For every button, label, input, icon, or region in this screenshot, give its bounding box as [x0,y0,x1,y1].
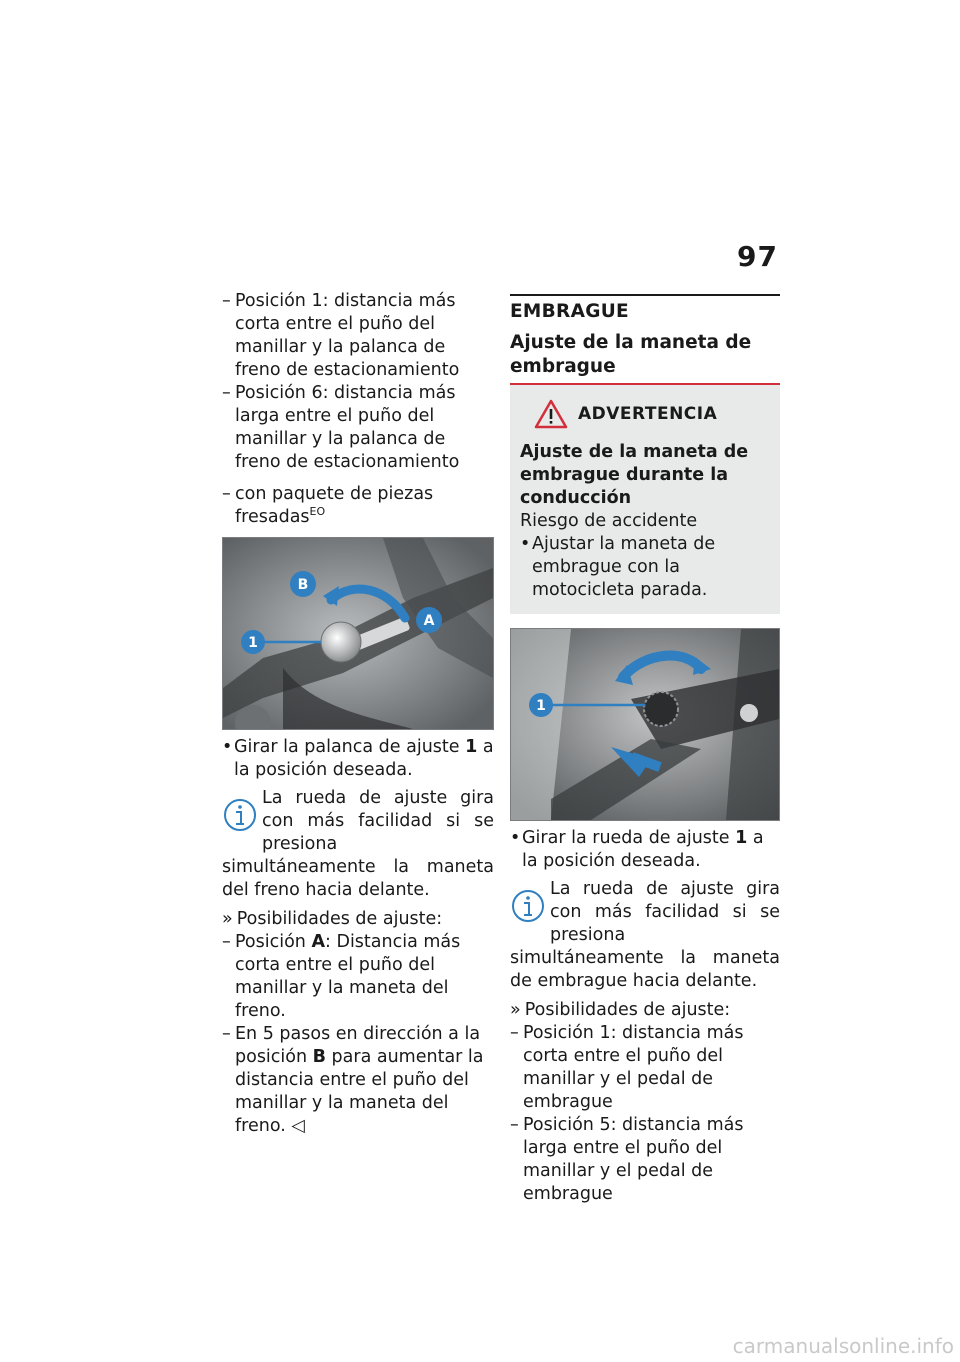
list-item: – Posición 1: distancia más corta entre el puño del manillar y el pedal de embrague [510,1022,780,1114]
note-text: La rueda de ajuste gira con más facilidad si se presiona simultáneamente la maneta de embrague hacia delante. [510,879,780,991]
list-item: – Posición 6: distancia más larga entre el puño del manillar y la palanca de freno de estacionamiento [222,382,494,474]
warning-box [510,385,780,614]
left-column [222,290,494,1138]
instruction-step: • Girar la rueda de ajuste 1 a la posición deseada. [510,827,780,873]
info-icon [510,886,546,926]
info-note [222,787,494,902]
instruction-step: • Girar la palanca de ajuste 1 a la posición deseada. [222,736,494,782]
right-column [510,290,780,1206]
list-item: – En 5 pasos en dirección a la posición B para aumentar la distancia entre el puño del manillar y la maneta del freno. ◁ [222,1023,494,1138]
end-mark-icon: ◁ [285,1116,305,1136]
figure-label-1: 1 [248,635,258,651]
figure-label-1: 1 [536,698,546,714]
warning-triangle-icon [534,399,568,429]
section-title: EMBRAGUE [510,301,629,322]
info-note [510,878,780,993]
section-rule [510,294,780,296]
info-icon [222,795,258,835]
list-item: – Posición 1: distancia más corta entre el puño del manillar y la palanca de freno de estacionamiento [222,290,494,382]
page-number: 97 [737,240,778,273]
warning-risk: Riesgo de accidente [520,511,698,531]
option-code: EO [309,505,326,519]
figure-label-a: A [423,613,435,629]
result-line: » Posibilidades de ajuste: [222,908,494,931]
warning-action: • Ajustar la maneta de embrague con la motocicleta parada. [520,533,770,602]
figure-label-b: B [297,577,309,593]
warning-title: ADVERTENCIA [578,403,718,424]
brake-lever-image [223,538,493,729]
list-item: – Posición 5: distancia más larga entre el puño del manillar y el pedal de embrague [510,1114,780,1206]
option-line: – con paquete de piezas fresadas$^{EO}$ [222,483,494,529]
clutch-lever-figure [510,628,780,821]
clutch-lever-image [511,629,779,820]
warning-subtitle: Ajuste de la maneta de embrague durante la conducción [520,442,749,508]
list-item: – Posición A: Distancia más corta entre el puño del manillar y la maneta del freno. [222,931,494,1023]
subsection-title: Ajuste de la maneta de embrague [510,332,752,377]
note-text: La rueda de ajuste gira con más facilidad si se presiona simultáneamente la maneta del freno hacia delante. [222,788,494,900]
warning-header [534,399,770,429]
brake-lever-figure [222,537,494,730]
watermark: carmanualsonline.info [732,1334,954,1358]
result-line: » Posibilidades de ajuste: [510,999,780,1022]
